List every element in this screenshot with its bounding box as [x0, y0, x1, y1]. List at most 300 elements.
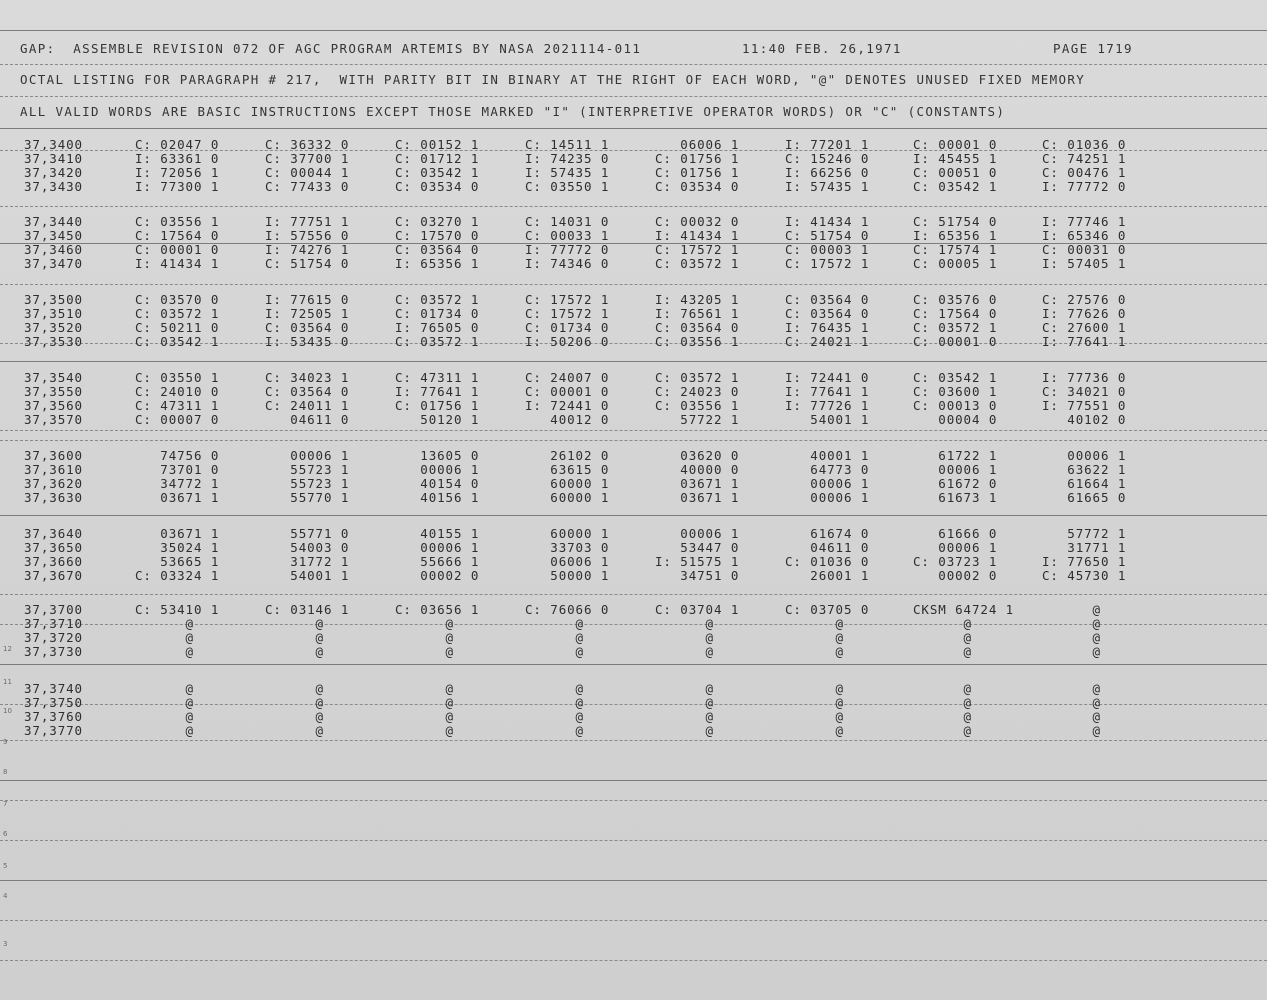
octal-word: C: 17572 1 [525, 306, 610, 321]
row-address: 37,3600 [24, 448, 83, 463]
listing-row [0, 462, 1267, 476]
listing-row [0, 630, 1267, 644]
octal-word: @ [1042, 695, 1101, 710]
listing-row [0, 214, 1267, 228]
octal-word: 04611 0 [785, 540, 870, 555]
octal-word: C: 03705 0 [785, 602, 870, 617]
octal-word: 40012 0 [525, 412, 610, 427]
row-address: 37,3560 [24, 398, 83, 413]
octal-word: I: 65356 1 [913, 228, 998, 243]
octal-word: C: 03572 1 [655, 370, 740, 385]
octal-word: 35024 1 [135, 540, 220, 555]
octal-word: @ [135, 709, 194, 724]
octal-word: 63615 0 [525, 462, 610, 477]
paper-rule [0, 664, 1267, 665]
row-address: 37,3520 [24, 320, 83, 335]
paper-rule [0, 740, 1267, 741]
octal-word: I: 41434 1 [785, 214, 870, 229]
octal-word: C: 00476 1 [1042, 165, 1127, 180]
octal-word: I: 53435 0 [265, 334, 350, 349]
octal-word: C: 01734 0 [525, 320, 610, 335]
octal-word: 40155 1 [395, 526, 480, 541]
octal-word: @ [265, 709, 324, 724]
octal-word: C: 47311 1 [395, 370, 480, 385]
listing-row [0, 526, 1267, 540]
paper-rule [0, 920, 1267, 921]
listing-row [0, 490, 1267, 504]
octal-word: C: 24021 1 [785, 334, 870, 349]
octal-word: C: 01734 0 [395, 306, 480, 321]
listing-row [0, 151, 1267, 165]
octal-word: 06006 1 [655, 137, 740, 152]
octal-word: C: 74251 1 [1042, 151, 1127, 166]
octal-word: C: 03564 0 [785, 292, 870, 307]
row-address: 37,3570 [24, 412, 83, 427]
octal-word: 03671 1 [655, 476, 740, 491]
listing-row [0, 256, 1267, 270]
row-address: 37,3410 [24, 151, 83, 166]
octal-word: C: 03564 0 [395, 242, 480, 257]
paper-rule [0, 30, 1267, 31]
octal-word: 55771 0 [265, 526, 350, 541]
octal-word: I: 74235 0 [525, 151, 610, 166]
octal-word: C: 15246 0 [785, 151, 870, 166]
octal-word: @ [1042, 616, 1101, 631]
octal-word: @ [135, 616, 194, 631]
octal-word: C: 03534 0 [655, 179, 740, 194]
octal-word: 50000 1 [525, 568, 610, 583]
octal-word: I: 77751 1 [265, 214, 350, 229]
paper-rule [0, 840, 1267, 841]
row-address: 37,3740 [24, 681, 83, 696]
octal-word: C: 17572 1 [525, 292, 610, 307]
octal-word: C: 14031 0 [525, 214, 610, 229]
octal-word: 00006 1 [655, 526, 740, 541]
octal-word: C: 03564 0 [265, 320, 350, 335]
octal-word: @ [1042, 681, 1101, 696]
octal-word: C: 03542 1 [395, 165, 480, 180]
octal-word: 03671 1 [135, 526, 220, 541]
octal-word: 54001 1 [265, 568, 350, 583]
octal-word: I: 77551 0 [1042, 398, 1127, 413]
row-address: 37,3630 [24, 490, 83, 505]
octal-word: I: 41434 1 [135, 256, 220, 271]
octal-word: @ [785, 681, 844, 696]
octal-word: C: 24010 0 [135, 384, 220, 399]
octal-word: I: 77736 0 [1042, 370, 1127, 385]
octal-word: I: 74346 0 [525, 256, 610, 271]
margin-number: 9 [3, 738, 8, 746]
octal-word: 54003 0 [265, 540, 350, 555]
octal-word: C: 01036 0 [785, 554, 870, 569]
octal-word: 00006 1 [785, 490, 870, 505]
octal-word: C: 00032 0 [655, 214, 740, 229]
octal-word: C: 01756 1 [655, 151, 740, 166]
octal-word: C: 00051 0 [913, 165, 998, 180]
octal-word: 55723 1 [265, 476, 350, 491]
row-address: 37,3620 [24, 476, 83, 491]
row-address: 37,3430 [24, 179, 83, 194]
octal-word: @ [655, 695, 714, 710]
octal-word: C: 00044 1 [265, 165, 350, 180]
octal-word: 03620 0 [655, 448, 740, 463]
octal-word: @ [913, 630, 972, 645]
octal-word: 61672 0 [913, 476, 998, 491]
octal-word: @ [135, 723, 194, 738]
octal-word: C: 01036 0 [1042, 137, 1127, 152]
octal-word: 61722 1 [913, 448, 998, 463]
octal-word: C: 03572 1 [135, 306, 220, 321]
octal-word: I: 74276 1 [265, 242, 350, 257]
listing-row [0, 540, 1267, 554]
octal-word: @ [395, 681, 454, 696]
octal-word: I: 77201 1 [785, 137, 870, 152]
octal-word: 53665 1 [135, 554, 220, 569]
octal-word: C: 17564 0 [135, 228, 220, 243]
octal-word: 61666 0 [913, 526, 998, 541]
octal-word: @ [655, 723, 714, 738]
margin-number: 7 [3, 800, 8, 808]
row-address: 37,3670 [24, 568, 83, 583]
listing-row [0, 334, 1267, 348]
octal-word: 50120 1 [395, 412, 480, 427]
octal-word: I: 51575 1 [655, 554, 740, 569]
octal-word: C: 00152 1 [395, 137, 480, 152]
octal-word: @ [655, 709, 714, 724]
listing-row [0, 568, 1267, 582]
octal-word: C: 36332 0 [265, 137, 350, 152]
octal-word: C: 03572 1 [395, 292, 480, 307]
octal-word: C: 01756 1 [395, 398, 480, 413]
octal-word: I: 57405 1 [1042, 256, 1127, 271]
octal-word: @ [913, 616, 972, 631]
octal-word: 26001 1 [785, 568, 870, 583]
octal-word: C: 03324 1 [135, 568, 220, 583]
octal-word: C: 02047 0 [135, 137, 220, 152]
listing-row [0, 292, 1267, 306]
octal-word: I: 77641 1 [395, 384, 480, 399]
octal-word: 40156 1 [395, 490, 480, 505]
row-address: 37,3540 [24, 370, 83, 385]
octal-word: @ [525, 723, 584, 738]
octal-word: C: 03146 1 [265, 602, 350, 617]
listing-row [0, 165, 1267, 179]
octal-word: C: 51754 0 [785, 228, 870, 243]
octal-word: 06006 1 [525, 554, 610, 569]
octal-word: CKSM 64724 1 [913, 602, 1015, 617]
octal-word: C: 17572 1 [785, 256, 870, 271]
listing-row [0, 398, 1267, 412]
octal-word: C: 37700 1 [265, 151, 350, 166]
octal-word: @ [395, 723, 454, 738]
paper-rule [0, 284, 1267, 285]
octal-word: C: 03564 0 [785, 306, 870, 321]
octal-word: I: 77626 0 [1042, 306, 1127, 321]
octal-word: 03671 1 [135, 490, 220, 505]
octal-word: @ [525, 616, 584, 631]
row-address: 37,3770 [24, 723, 83, 738]
octal-word: C: 03572 1 [655, 256, 740, 271]
octal-word: C: 53410 1 [135, 602, 220, 617]
listing-row [0, 616, 1267, 630]
octal-word: C: 00033 1 [525, 228, 610, 243]
octal-word: C: 00005 1 [913, 256, 998, 271]
margin-number: 4 [3, 892, 8, 900]
octal-word: C: 47311 1 [135, 398, 220, 413]
octal-word: C: 03550 1 [525, 179, 610, 194]
octal-word: @ [395, 709, 454, 724]
octal-word: 03671 1 [655, 490, 740, 505]
listing-row [0, 228, 1267, 242]
header-octal-listing-line: OCTAL LISTING FOR PARAGRAPH # 217, WITH PARITY BIT IN BINARY AT THE RIGHT OF EACH WORD, "@" DENOTES UNUSED FIXED MEMORY [20, 72, 1086, 87]
octal-word: @ [785, 723, 844, 738]
row-address: 37,3610 [24, 462, 83, 477]
octal-word: @ [913, 681, 972, 696]
octal-word: @ [135, 630, 194, 645]
octal-word: @ [135, 681, 194, 696]
paper-rule [0, 206, 1267, 207]
octal-word: @ [913, 644, 972, 659]
octal-word: C: 03656 1 [395, 602, 480, 617]
octal-word: I: 72505 1 [265, 306, 350, 321]
octal-word: @ [525, 644, 584, 659]
octal-word: I: 77746 1 [1042, 214, 1127, 229]
octal-word: 26102 0 [525, 448, 610, 463]
octal-word: 61664 1 [1042, 476, 1127, 491]
octal-word: C: 03600 1 [913, 384, 998, 399]
octal-word: C: 27576 0 [1042, 292, 1127, 307]
octal-word: I: 72056 1 [135, 165, 220, 180]
header-valid-words-line: ALL VALID WORDS ARE BASIC INSTRUCTIONS EXCEPT THOSE MARKED "I" (INTERPRETIVE OPERATOR WORDS) OR "C" (CONSTANTS) [20, 104, 1006, 119]
octal-word: 73701 0 [135, 462, 220, 477]
octal-word: 00004 0 [913, 412, 998, 427]
octal-word: C: 34023 1 [265, 370, 350, 385]
octal-word: 40102 0 [1042, 412, 1127, 427]
octal-word: @ [395, 630, 454, 645]
paper-rule [0, 430, 1267, 431]
row-address: 37,3400 [24, 137, 83, 152]
row-address: 37,3750 [24, 695, 83, 710]
row-address: 37,3700 [24, 602, 83, 617]
row-address: 37,3710 [24, 616, 83, 631]
octal-word: @ [525, 630, 584, 645]
octal-word: @ [913, 695, 972, 710]
octal-word: I: 63361 0 [135, 151, 220, 166]
margin-number: 5 [3, 862, 8, 870]
octal-word: C: 03556 1 [655, 398, 740, 413]
octal-word: @ [395, 695, 454, 710]
octal-word: C: 50211 0 [135, 320, 220, 335]
row-address: 37,3730 [24, 644, 83, 659]
octal-word: I: 41434 1 [655, 228, 740, 243]
octal-word: I: 77726 1 [785, 398, 870, 413]
octal-word: 33703 0 [525, 540, 610, 555]
listing-row [0, 554, 1267, 568]
octal-word: C: 27600 1 [1042, 320, 1127, 335]
octal-word: @ [785, 709, 844, 724]
listing-row [0, 723, 1267, 737]
row-address: 37,3550 [24, 384, 83, 399]
paper-rule [0, 128, 1267, 129]
octal-word: I: 77650 1 [1042, 554, 1127, 569]
octal-word: @ [655, 644, 714, 659]
listing-row [0, 242, 1267, 256]
octal-word: I: 43205 1 [655, 292, 740, 307]
octal-word: C: 51754 0 [265, 256, 350, 271]
octal-word: I: 57435 1 [525, 165, 610, 180]
octal-word: C: 00001 0 [913, 137, 998, 152]
octal-word: C: 00001 0 [135, 242, 220, 257]
octal-word: 40154 0 [395, 476, 480, 491]
octal-word: C: 03542 1 [913, 179, 998, 194]
octal-word: 57772 1 [1042, 526, 1127, 541]
row-address: 37,3720 [24, 630, 83, 645]
octal-word: I: 77300 1 [135, 179, 220, 194]
listing-row [0, 476, 1267, 490]
margin-number: 6 [3, 830, 8, 838]
listing-row [0, 412, 1267, 426]
octal-word: @ [1042, 630, 1101, 645]
octal-word: I: 76505 0 [395, 320, 480, 335]
row-address: 37,3420 [24, 165, 83, 180]
octal-word: C: 03570 0 [135, 292, 220, 307]
octal-word: @ [785, 630, 844, 645]
octal-word: 60000 1 [525, 490, 610, 505]
octal-word: 13605 0 [395, 448, 480, 463]
octal-word: I: 77615 0 [265, 292, 350, 307]
octal-word: 55770 1 [265, 490, 350, 505]
octal-word: C: 03556 1 [655, 334, 740, 349]
octal-word: I: 57435 1 [785, 179, 870, 194]
octal-word: C: 00013 0 [913, 398, 998, 413]
octal-word: @ [265, 630, 324, 645]
octal-word: C: 01756 1 [655, 165, 740, 180]
octal-word: 00006 1 [913, 540, 998, 555]
octal-word: C: 03723 1 [913, 554, 998, 569]
octal-word: C: 24007 0 [525, 370, 610, 385]
margin-number: 10 [3, 707, 12, 715]
octal-word: @ [395, 616, 454, 631]
octal-word: @ [913, 723, 972, 738]
listing-row [0, 179, 1267, 193]
octal-word: 61665 0 [1042, 490, 1127, 505]
octal-word: @ [265, 723, 324, 738]
listing-row [0, 709, 1267, 723]
listing-row [0, 384, 1267, 398]
octal-word: C: 14511 1 [525, 137, 610, 152]
octal-word: @ [655, 616, 714, 631]
octal-word: I: 76435 1 [785, 320, 870, 335]
listing-row [0, 695, 1267, 709]
octal-word: @ [1042, 709, 1101, 724]
octal-word: C: 01712 1 [395, 151, 480, 166]
octal-word: 00002 0 [395, 568, 480, 583]
octal-word: 34772 1 [135, 476, 220, 491]
octal-word: I: 77641 1 [785, 384, 870, 399]
octal-word: I: 76561 1 [655, 306, 740, 321]
octal-word: 31771 1 [1042, 540, 1127, 555]
listing-row [0, 306, 1267, 320]
octal-word: I: 50206 0 [525, 334, 610, 349]
octal-word: @ [135, 644, 194, 659]
octal-word: I: 45455 1 [913, 151, 998, 166]
listing-row [0, 448, 1267, 462]
octal-word: @ [1042, 644, 1101, 659]
listing-row [0, 320, 1267, 334]
octal-word: C: 03556 1 [135, 214, 220, 229]
octal-word: @ [785, 644, 844, 659]
octal-word: C: 45730 1 [1042, 568, 1127, 583]
listing-row [0, 370, 1267, 384]
octal-word: I: 77772 0 [1042, 179, 1127, 194]
octal-word: 64773 0 [785, 462, 870, 477]
octal-word: @ [655, 681, 714, 696]
row-address: 37,3470 [24, 256, 83, 271]
octal-word: C: 03572 1 [913, 320, 998, 335]
octal-word: C: 76066 0 [525, 602, 610, 617]
octal-word: C: 00007 0 [135, 412, 220, 427]
octal-word: C: 03534 0 [395, 179, 480, 194]
octal-word: I: 57556 0 [265, 228, 350, 243]
listing-row [0, 602, 1267, 616]
octal-word: @ [525, 695, 584, 710]
octal-word: C: 00031 0 [1042, 242, 1127, 257]
octal-word: C: 17564 0 [913, 306, 998, 321]
row-address: 37,3460 [24, 242, 83, 257]
octal-word: C: 51754 0 [913, 214, 998, 229]
paper-rule [0, 361, 1267, 362]
paper-rule [0, 960, 1267, 961]
octal-word: C: 17572 1 [655, 242, 740, 257]
octal-word: 00006 1 [395, 540, 480, 555]
octal-word: C: 24011 1 [265, 398, 350, 413]
octal-word: 74756 0 [135, 448, 220, 463]
octal-word: 04611 0 [265, 412, 350, 427]
octal-word: C: 17574 1 [913, 242, 998, 257]
listing-row [0, 137, 1267, 151]
octal-word: @ [265, 644, 324, 659]
octal-word: C: 77433 0 [265, 179, 350, 194]
octal-word: 53447 0 [655, 540, 740, 555]
paper-rule [0, 64, 1267, 65]
octal-word: I: 66256 0 [785, 165, 870, 180]
row-address: 37,3510 [24, 306, 83, 321]
margin-number: 12 [3, 645, 12, 653]
octal-word: @ [913, 709, 972, 724]
paper-rule [0, 515, 1267, 516]
octal-word: C: 24023 0 [655, 384, 740, 399]
octal-word: 60000 1 [525, 476, 610, 491]
octal-word: @ [785, 616, 844, 631]
octal-word: I: 65346 0 [1042, 228, 1127, 243]
octal-word: 00006 1 [395, 462, 480, 477]
octal-word: 54001 1 [785, 412, 870, 427]
octal-word: 34751 0 [655, 568, 740, 583]
paper-rule [0, 800, 1267, 801]
octal-word: @ [265, 695, 324, 710]
paper-rule [0, 96, 1267, 97]
octal-word: C: 03270 1 [395, 214, 480, 229]
octal-word: C: 03576 0 [913, 292, 998, 307]
octal-word: C: 03542 1 [913, 370, 998, 385]
paper-rule [0, 440, 1267, 441]
octal-word: I: 65356 1 [395, 256, 480, 271]
octal-word: 55723 1 [265, 462, 350, 477]
row-address: 37,3500 [24, 292, 83, 307]
octal-word: C: 03550 1 [135, 370, 220, 385]
margin-number: 3 [3, 940, 8, 948]
octal-word: C: 03704 1 [655, 602, 740, 617]
